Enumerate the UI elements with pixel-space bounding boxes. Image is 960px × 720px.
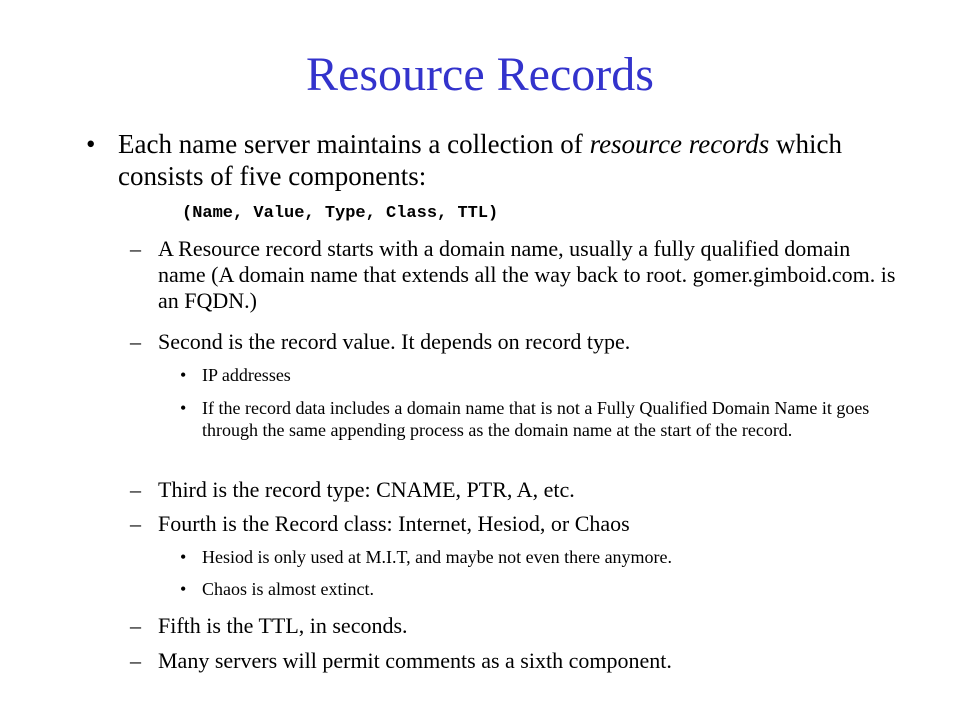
dash-icon: – [130, 613, 141, 638]
item-value-text: Second is the record value. It depends on record type. [158, 329, 631, 354]
item-class-sub-chaos [180, 578, 892, 600]
item-class-sub-hesiod-text: Hesiod is only used at M.I.T, and maybe not even there anymore. [202, 547, 673, 567]
dash-icon: – [130, 329, 141, 354]
dash-icon: – [130, 648, 141, 673]
item-value-sub-ip-text: IP addresses [202, 365, 291, 385]
item-type-text: Third is the record type: CNAME, PTR, A, etc. [158, 477, 575, 502]
item-class-text: Fourth is the Record class: Internet, Hesiod, or Chaos [158, 511, 630, 536]
item-class-sub-hesiod [180, 546, 892, 568]
bullet-icon: • [86, 129, 96, 159]
item-value-sub-ip [180, 364, 892, 386]
intro-text-italic: resource records [589, 129, 770, 159]
item-class-sub-chaos-text: Chaos is almost extinct. [202, 579, 374, 599]
item-type [130, 477, 898, 503]
item-class [130, 511, 898, 537]
dash-icon: – [130, 236, 141, 261]
dash-icon: – [130, 511, 141, 536]
item-name [130, 236, 898, 314]
item-name-text: A Resource record starts with a domain name, usually a fully qualified domain name (A domain name that extends all the way back to root. gomer.gimboid.com. is an FQDN.) [158, 236, 896, 313]
slide-title: Resource Records [306, 48, 654, 101]
item-comments [130, 648, 898, 674]
item-value [130, 329, 898, 355]
item-comments-text: Many servers will permit comments as a sixth component. [158, 648, 672, 673]
dot-icon: • [180, 579, 187, 599]
intro-text-start: Each name server maintains a collection of [118, 129, 590, 159]
item-ttl-text: Fifth is the TTL, in seconds. [158, 613, 408, 638]
item-value-sub-fqdn-text: If the record data includes a domain name that is not a Fully Qualified Domain Name it goes through the same appending process as the domain name at the start of the record. [202, 398, 870, 440]
dot-icon: • [180, 365, 187, 385]
item-value-sub-fqdn [180, 397, 892, 441]
intro-text-end: which consists of five components: [118, 129, 843, 191]
dot-icon: • [180, 547, 187, 567]
intro-bullet [86, 128, 918, 192]
dash-icon: – [130, 477, 141, 502]
dot-icon: • [180, 398, 187, 418]
item-ttl [130, 613, 898, 639]
tuple-code: (Name, Value, Type, Class, TTL) [182, 204, 499, 223]
